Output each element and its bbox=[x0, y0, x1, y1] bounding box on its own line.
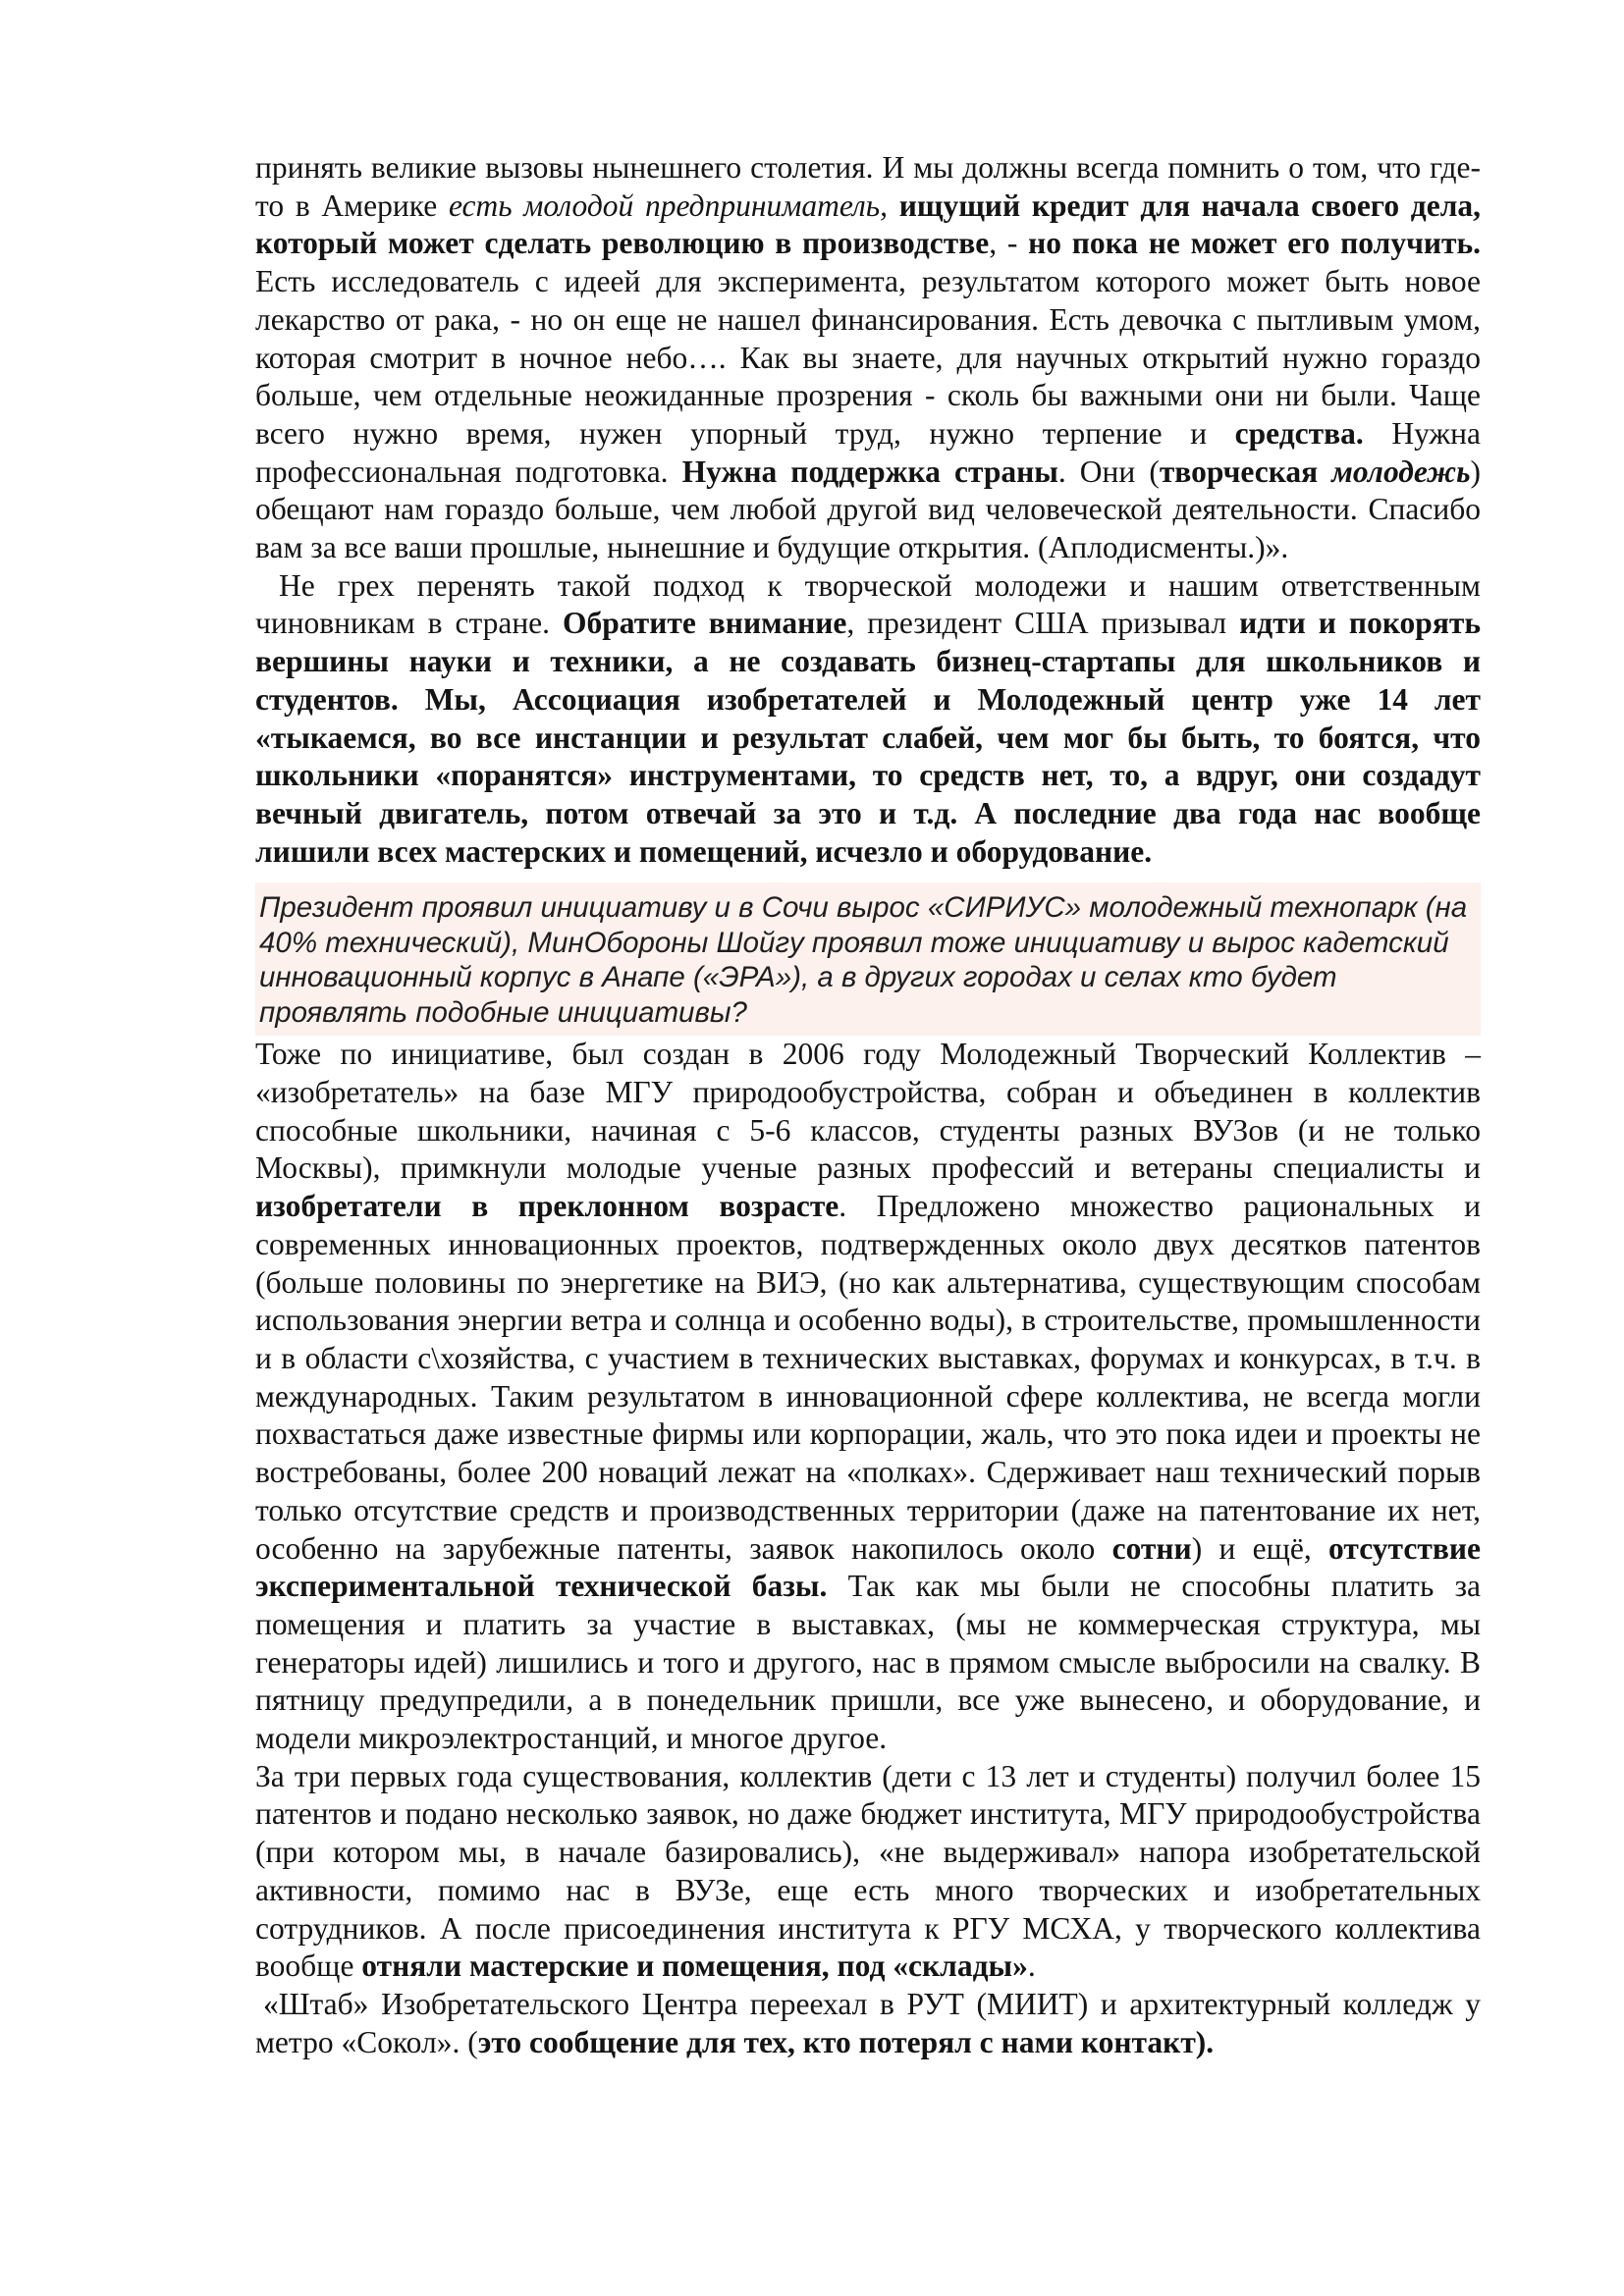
paragraph-appeal bbox=[255, 567, 1481, 872]
bold-text: отняли мастерские и помещения, под «склады» bbox=[361, 1949, 1028, 1984]
italic-text: есть молодой предприниматель, bbox=[448, 187, 888, 223]
document-body bbox=[255, 149, 1481, 2061]
paragraph-quote-end bbox=[255, 149, 1481, 567]
text: . Предложено множество рациональных и современных инновационных проектов, подтвержденных около двух десятков патентов (больше половины по энергетике на ВИЭ, (но как альтернатива, существующим способам использования энергии ветра и солнца и особенно воды), в строительстве, промышленности и в области с\хозяйства, с участием в технических выставках, форумах и конкурсах, в т.ч. в международных. Таким результатом в инновационной сфере коллектива, не всегда могли похвастаться даже известные фирмы или корпорации, жаль, что это пока идеи и проекты не востребованы, более 200 новаций лежат на «полках». Сдерживает наш технический порыв только отсутствие средств и производственных территории (даже на патентование их нет, особенно на зарубежные патенты, заявок накопилось около bbox=[255, 1189, 1481, 1566]
text: Нужна профессиональная подготовка. bbox=[255, 415, 1482, 489]
paragraph-first-years bbox=[255, 1758, 1481, 1986]
bold-text: Обратите внимание bbox=[563, 606, 847, 641]
text: , - bbox=[989, 226, 1029, 261]
text: Так как мы были не способны платить за помещения и платить за участие в выставках, (мы не коммерческая структура, мы генераторы идей) лишились и того и другого, нас в прямом смысле выбросили на свалку. В пятницу предупредили, а в понедельник пришли, все уже вынесено, и оборудование, и модели микроэлектростанций, и многое другое. bbox=[255, 1569, 1481, 1756]
bold-text: средства. bbox=[1234, 415, 1364, 451]
bold-text: отсутствие экспериментальной технической базы. bbox=[255, 1530, 1481, 1604]
paragraph-headquarters bbox=[255, 1986, 1481, 2061]
highlighted-callout bbox=[255, 882, 1481, 1036]
bold-text: Нужна поддержка страны bbox=[681, 454, 1058, 489]
bold-text: но пока не может его получить. bbox=[1028, 226, 1481, 261]
bold-text: творческая bbox=[1159, 454, 1332, 489]
text: ) обещают нам гораздо больше, чем любой другой вид человеческой деятельности. Спасибо вам за все ваши прошлые, нынешние и будущие открытия. (Аплодисменты.)». bbox=[255, 454, 1481, 565]
callout-text: Президент проявил инициативу и в Сочи вырос «СИРИУС» молодежный технопарк (на 40% технический), МинОбороны Шойгу проявил тоже инициативу и вырос кадетский инновационный корпус в Анапе («ЭРА»), а в других городах и селах кто будет проявлять подобные инициативы? bbox=[259, 891, 1468, 1029]
text: За три первых года существования, коллектив (дети с 13 лет и студенты) получил более 15 патентов и подано несколько заявок, но даже бюджет института, МГУ природообустройства (при котором мы, в начале базировались), «не выдерживал» напора изобретательской активности, помимо нас в ВУЗе, еще есть много творческих и изобретательных сотрудников. А после присоединения института к РГУ МСХА, у творческого коллектива вообще bbox=[255, 1758, 1481, 1984]
bold-text: сотни bbox=[1111, 1530, 1192, 1566]
bold-text: ищущий кредит для начала своего дела, который может сделать революцию в производстве bbox=[255, 187, 1482, 261]
text: , президент США призывал bbox=[846, 606, 1240, 641]
paragraph-collective bbox=[255, 1036, 1481, 1757]
text: Есть исследователь с идеей для эксперимента, результатом которого может быть новое лекарство от рака, - но он еще не нашел финансирования. Есть девочка с пытливым умом, которая смотрит в ночное небо…. Как вы знаете, для научных открытий нужно гораздо больше, чем отдельные неожиданные прозрения - сколь бы важными они ни были. Чаще всего нужно время, нужен упорный труд, нужно терпение и bbox=[255, 264, 1481, 451]
text: ) и ещё, bbox=[1191, 1530, 1329, 1566]
bold-text: идти и покорять вершины науки и техники, а не создавать бизнец-стартапы для школьников и студентов. Мы, Ассоциация изобретателей и Молодежный центр уже 14 лет «тыкаемся, во все инстанции и результат слабей, чем мог бы быть, то боятся, что школьники «поранятся» инструментами, то средств нет, то, а вдруг, они создадут вечный двигатель, потом отвечай за это и т.д. А последние два года нас вообще лишили всех мастерских и помещений, исчезло и оборудование. bbox=[255, 606, 1481, 869]
bold-text: это сообщение для тех, кто потерял с нами контакт). bbox=[477, 2024, 1215, 2059]
text: принять великие вызовы нынешнего столетия. И мы должны всегда помнить о том, что где-то в Америке bbox=[255, 150, 1481, 223]
text bbox=[888, 188, 899, 223]
text: Не грех перенять такой подход к творческой молодежи и нашим ответственным чиновникам в стране. bbox=[255, 567, 1481, 641]
text: . Они ( bbox=[1057, 454, 1160, 489]
bold-text: изобретатели в преклонном возрасте bbox=[255, 1189, 839, 1224]
text: «Штаб» Изобретательского Центра переехал в РУТ (МИИТ) и архитектурный колледж у метро «Сокол». ( bbox=[255, 1986, 1481, 2059]
text: . bbox=[1027, 1949, 1036, 1984]
bold-italic-text: молодежь bbox=[1331, 454, 1471, 489]
text: Тоже по инициативе, был создан в 2006 году Молодежный Творческий Коллектив – «изобретатель» на базе МГУ природообустройства, собран и объединен в коллектив способные школьники, начиная с 5-6 классов, студенты разных ВУЗов (и не только Москвы), примкнули молодые ученые разных профессий и ветераны специалисты и bbox=[255, 1037, 1481, 1186]
